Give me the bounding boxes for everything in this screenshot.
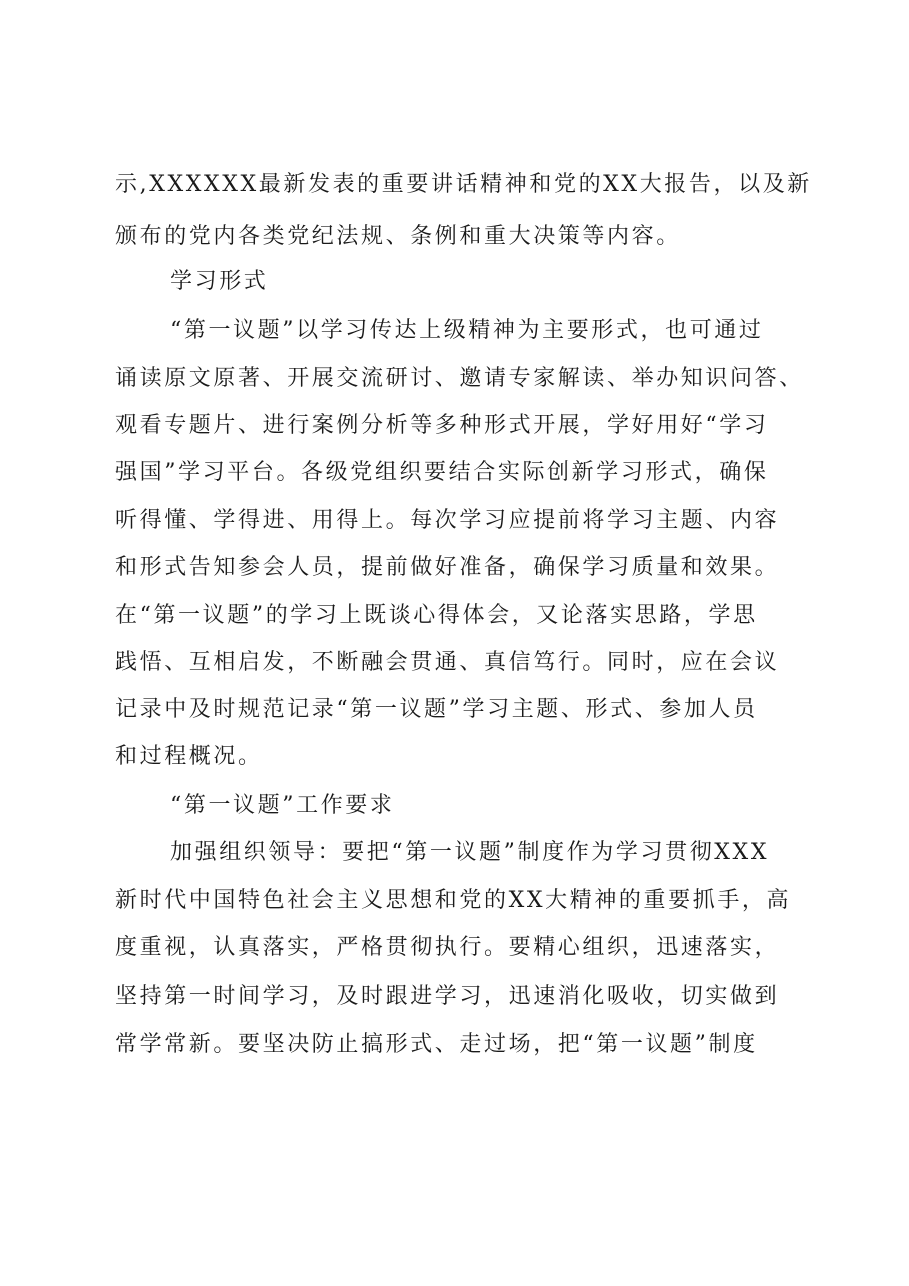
body-line: 观看专题片、进行案例分析等多种形式开展，学好用好“学习 (115, 413, 769, 438)
body-line: 记录中及时规范记录“第一议题”学习主题、形式、参加人员 (115, 697, 758, 722)
body-line: 新时代中国特色社会主义思想和党的XX大精神的重要抓手，高 (115, 888, 792, 913)
body-line: 度重视，认真落实，严格贯彻执行。要精心组织，迅速落实， (115, 935, 780, 960)
body-line: 常学常新。要坚决防止搞形式、走过场，把“第一议题”制度 (115, 1032, 758, 1057)
body-line: 颁布的党内各类党纪法规、条例和重大决策等内容。 (115, 224, 681, 249)
paragraph-first-line: “第一议题”以学习传达上级精神为主要形式，也可通过 (170, 318, 764, 343)
body-line: 听得懂、学得进、用得上。每次学习应提前将学习主题、内容 (115, 508, 780, 533)
body-line: 示,XXXXXX最新发表的重要讲话精神和党的XX大报告，以及新 (115, 172, 812, 197)
paragraph-first-line: 加强组织领导：要把“第一议题”制度作为学习贯彻XXX (170, 840, 770, 865)
body-line: 和形式告知参会人员，提前做好准备，确保学习质量和效果。 (115, 555, 780, 580)
body-line: 和过程概况。 (115, 744, 263, 769)
section-heading: 学习形式 (170, 269, 269, 294)
body-line: 诵读原文原著、开展交流研讨、邀请专家解读、举办知识问答、 (115, 366, 804, 391)
body-line: 践悟、互相启发，不断融会贯通、真信笃行。同时，应在会议 (115, 650, 780, 675)
section-heading: “第一议题”工作要求 (170, 793, 395, 818)
body-line: 在“第一议题”的学习上既谈心得体会，又论落实思路，学思 (115, 603, 758, 628)
body-line: 坚持第一时间学习，及时跟进学习，迅速消化吸收，切实做到 (115, 984, 780, 1009)
body-line: 强国”学习平台。各级党组织要结合实际创新学习形式，确保 (115, 460, 769, 485)
